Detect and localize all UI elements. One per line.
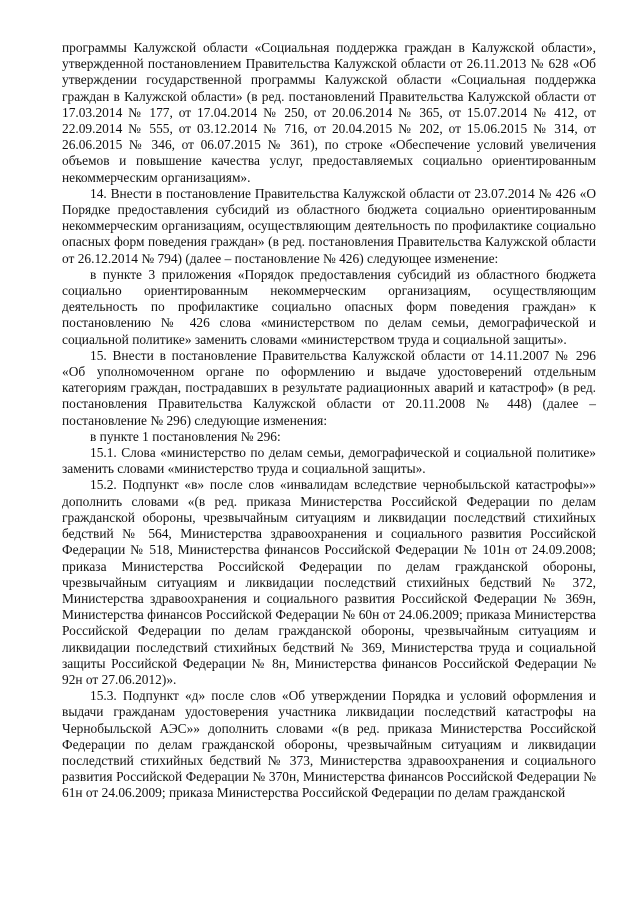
paragraph-item-15-3: 15.3. Подпункт «д» после слов «Об утверждении Порядка и условий оформления и выдачи гражданам удостоверения участника ликвидации последствий катастрофы на Чернобыльской АЭС»» дополнить словами «(в ред. приказа Министерства Российской Федерации по делам гражданской обороны, чрезвычайным ситуациям и ликвидации последствий стихийных бедствий № 373, Министерства здравоохранения и социального развития Российской Федерации № 370н, Министерства финансов Российской Федерации № 61н от 24.06.2009; приказа Министерства Российской Федерации по делам гражданской: [62, 688, 596, 801]
paragraph-item-14-change: в пункте 3 приложения «Порядок предоставления субсидий из областного бюджета социально ориентированным некоммерческим организациям, осуществляющим деятельность по профилактике социально опасных форм поведения граждан» к постановлению № 426 слова «министерством по делам семьи, демографической и социальной политике» заменить словами «министерством труда и социальной защиты».: [62, 266, 596, 347]
paragraph-item-14: 14. Внести в постановление Правительства Калужской области от 23.07.2014 № 426 «О Порядке предоставления субсидий из областного бюджета социально ориентированным некоммерческим организациям, осуществляющим деятельность по профилактике социально опасных форм поведения граждан» (в ред. постановления Правительства Калужской области от 26.12.2014 № 794) (далее – постановление № 426) следующее изменение:: [62, 185, 596, 266]
paragraph-item-15: 15. Внести в постановление Правительства Калужской области от 14.11.2007 № 296 «Об уполномоченном органе по оформлению и выдаче удостоверений отдельным категориям граждан, пострадавших в результате радиационных аварий и катастроф» (в ред. постановления Правительства Калужской области от 20.11.2008 № 448) (далее – постановление № 296) следующие изменения:: [62, 347, 596, 428]
paragraph-item-15-point-1: в пункте 1 постановления № 296:: [90, 428, 281, 444]
paragraph-item-15-1: 15.1. Слова «министерство по делам семьи, демографической и социальной политике» заменить словами «министерство труда и социальной защиты».: [62, 445, 596, 477]
paragraph-item-15-2: 15.2. Подпункт «в» после слов «инвалидам вследствие чернобыльской катастрофы»» дополнить словами «(в ред. приказа Министерства Российской Федерации по делам гражданской обороны, чрезвычайным ситуациям и ликвидации последствий стихийных бедствий № 564, Министерства здравоохранения и социального развития Российской Федерации № 518, Министерства финансов Российской Федерации № 101н от 24.09.2008; приказа Министерства Российской Федерации по делам гражданской обороны, чрезвычайным ситуациям и ликвидации последствий стихийных бедствий № 372, Министерства здравоохранения и социального развития Российской Федерации № 369н, Министерства финансов Российской Федерации № 60н от 24.06.2009; приказа Министерства Российской Федерации по делам гражданской обороны, чрезвычайным ситуациям и ликвидации последствий стихийных бедствий № 369, Министерства труда и социальной защиты Российской Федерации № 8н, Министерства финансов Российской Федерации № 92н от 27.06.2012)».: [62, 477, 596, 687]
document-page: [62, 40, 596, 802]
paragraph-program-continuation: программы Калужской области «Социальная поддержка граждан в Калужской области», утвержденной постановлением Правительства Калужской области от 26.11.2013 № 628 «Об утверждении государственной программы Калужской области «Социальная поддержка граждан в Калужской области» (в ред. постановлений Правительства Калужской области от 17.03.2014 № 177, от 17.04.2014 № 250, от 20.06.2014 № 365, от 15.07.2014 № 412, от 22.09.2014 № 555, от 03.12.2014 № 716, от 20.04.2015 № 202, от 15.06.2015 № 314, от 26.06.2015 № 346, от 06.07.2015 № 361), по строке «Обеспечение условий увеличения объемов и повышение качества услуг, предоставляемых социально ориентированным некоммерческим организациям».: [62, 40, 596, 185]
